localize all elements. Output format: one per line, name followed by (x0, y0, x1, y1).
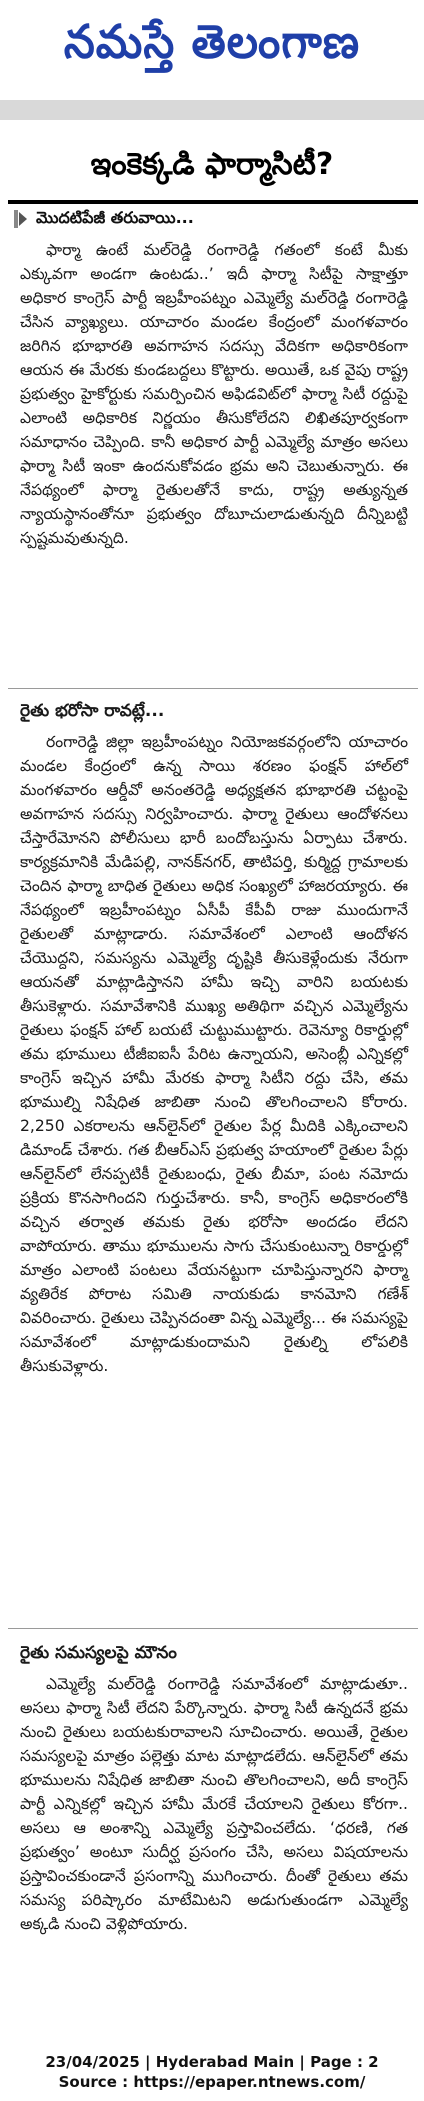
headline-underline (8, 200, 418, 204)
footer-source-link[interactable]: Source : https://epaper.ntnews.com/ (58, 2073, 366, 2091)
section-intro (20, 238, 408, 550)
continuation-strap (14, 208, 194, 230)
subheading-silence: రైతు సమస్యలపై మౌనం (20, 1643, 177, 1663)
section-rythu-bharosa (20, 698, 408, 1378)
gray-divider-band (0, 100, 424, 120)
masthead (0, 0, 424, 95)
section-divider (8, 688, 418, 689)
page-footer (0, 2052, 424, 2092)
footer-date-edition: 23/04/2025 | Hyderabad Main | Page : 2 (45, 2053, 379, 2071)
silence-paragraph: ఎమ్మెల్యే మల్‌రెడ్డి రంగారెడ్డి సమావేశంలో మాట్లాడుతూ.. అసలు ఫార్మా సిటీ లేదని పేర్కొన్నారు. ఫార్మా సిటీ ఉన్నదనే భ్రమ నుంచి రైతులు బయటకురావాలని సూచించారు. అయితే, రైతుల సమస్యలపై మాత్రం పల్లెత్తు మాట మాట్లాడలేదు. ఆన్‌లైన్‌లో తమ భూములను నిషేధిత జాబితా నుంచి తొలగించాలని, అదీ కాంగ్రెస్ పార్టీ ఎన్నికల్లో ఇచ్చిన హామీ మేరకే చేయాలని రైతులు కోరగా.. అసలు ఆ అంశాన్ని ఎమ్మెల్యే ప్రస్తావించలేదు. ‘ధరణి, గత ప్రభుత్వం’ అంటూ సుదీర్ఘ ప్రసంగం చేసి, అసలు విషయాలను ప్రస్తావించకుండానే ప్రసంగాన్ని ముగించారు. దీంతో రైతులు తమ సమస్య పరిష్కారం మాటేమిటని అడుగుతుండగా ఎమ్మెల్యే అక్కడి నుంచి వెళ్లిపోయారు. (20, 1675, 408, 1933)
article-headline: ఇంకెక్కడి ఫార్మాసిటీ? (90, 147, 334, 182)
continuation-label: మొదటిపేజీ తరువాయి... (36, 207, 194, 227)
newspaper-logo: నమస్తే తెలంగాణ (63, 14, 361, 69)
section-silence (20, 1640, 408, 1936)
rythu-bharosa-paragraph: రంగారెడ్డి జిల్లా ఇబ్రహీంపట్నం నియోజకవర్గంలోని యాచారం మండల కేంద్రంలో ఉన్న సాయి శరణం ఫంక్షన్ హాల్‌లో మంగళవారం ఆర్డీవో అనంతరెడ్డి అధ్యక్షతన భూభారతి చట్టంపై అవగాహన సదస్సు నిర్వహించారు. ఫార్మా రైతులు ఆందోళనలు చేస్తారేమోనని పోలీసులు భారీ బందోబస్తును ఏర్పాటు చేశారు. కార్యక్రమానికి మేడిపల్లి, నానక్‌నగర్, తాటిపర్తి, కుర్మిద్ద గ్రామాలకు చెందిన ఫార్మా బాధిత రైతులు అధిక సంఖ్యలో హాజరయ్యారు. ఈ నేపథ్యంలో ఇబ్రహీంపట్నం ఏసీపీ కేపీవీ రాజు ముందుగానే రైతులతో మాట్లాడారు. సమావేశంలో ఎలాంటి ఆందోళన చేయొద్దని, సమస్యను ఎమ్మెల్యే దృష్టికి తీసుకెళ్లేందుకు నేరుగా ఆయనతో మాట్లాడిస్తానని హామీ ఇచ్చి వారిని బయటకు తీసుకెళ్లారు. సమావేశానికి ముఖ్య అతిథిగా వచ్చిన ఎమ్మెల్యేను రైతులు ఫంక్షన్ హాల్ బయటే చుట్టుముట్టారు. రెవెన్యూ రికార్డుల్లో తమ భూములు టీజీఐఐసీ పేరిట ఉన్నాయని, అసెంబ్లీ ఎన్నికల్లో కాంగ్రెస్ ఇచ్చిన హామీ మేరకు ఫార్మా సిటీని రద్దు చేసి, తమ భూముల్ని నిషేధిత జాబితా నుంచి తొలగించాలని కోరారు. 2,250 ఎకరాలను ఆన్‌లైన్‌లో రైతుల పేర్ల మీదికి ఎక్కించాలని డిమాండ్ చేశారు. గత బీఆర్‌ఎస్ ప్రభుత్వ హయాంలో రైతుల పేర్లు ఆన్‌లైన్‌లో లేనప్పటికీ రైతుబంధు, రైతు బీమా, పంట నమోదు ప్రక్రియ కొనసాగిందని గుర్తుచేశారు. కానీ, కాంగ్రెస్ అధికారంలోకి వచ్చిన తర్వాత తమకు రైతు భరోసా అందడం లేదని వాపోయారు. తాము భూములను సాగు చేసుకుంటున్నా రికార్డుల్లో మాత్రం ఎలాంటి పంటలు వేయనట్టుగా చూపిస్తున్నారని ఫార్మా వ్యతిరేక పోరాట సమితి నాయకుడు కానమోని గణేశ్ వివరించారు. రైతులు చెప్పినదంతా విన్న ఎమ్మెల్యే... ఈ సమస్యపై సమావేశంలో మాట్లాడుకుందామని రైతుల్ని లోపలికి తీసుకువెళ్లారు. (20, 733, 408, 1375)
section-divider (8, 1628, 418, 1629)
subheading-rythu-bharosa: రైతు భరోసా రావట్లే... (20, 701, 165, 721)
chevron-right-icon (14, 210, 28, 228)
intro-paragraph: ఫార్మా ఉంటే మల్‌రెడ్డి రంగారెడ్డి గతంలో కంటే మీకు ఎక్కువగా అండగా ఉంటడు..’ ఇదీ ఫార్మా సిటీపై సాక్షాత్తూ అధికార కాంగ్రెస్ పార్టీ ఇబ్రహీంపట్నం ఎమ్మెల్యే మల్‌రెడ్డి రంగారెడ్డి చేసిన వ్యాఖ్యలు. యాచారం మండల కేంద్రంలో మంగళవారం జరిగిన భూభారతి అవగాహన సదస్సు వేదికగా అధికారికంగా ఆయన ఈ మేరకు కుండబద్దలు కొట్టారు. అయితే, ఒక వైపు రాష్ట్ర ప్రభుత్వం హైకోర్టుకు సమర్పించిన అఫిడవిట్‌లో ఫార్మా సిటీ రద్దుపై ఎలాంటి అధికారిక నిర్ణయం తీసుకోలేదని లిఖితపూర్వకంగా సమాధానం చెప్పింది. కానీ అధికార పార్టీ ఎమ్మెల్యే మాత్రం అసలు ఫార్మా సిటీ ఇంకా ఉందనుకోవడం భ్రమ అని చెబుతున్నారు. ఈ నేపథ్యంలో ఫార్మా రైతులతోనే కాదు, రాష్ట్ర అత్యున్నత న్యాయస్థానంతోనూ ప్రభుత్వం దోబూచులాడుతున్నది దీన్నిబట్టి స్పష్టమవుతున్నది. (20, 241, 408, 547)
